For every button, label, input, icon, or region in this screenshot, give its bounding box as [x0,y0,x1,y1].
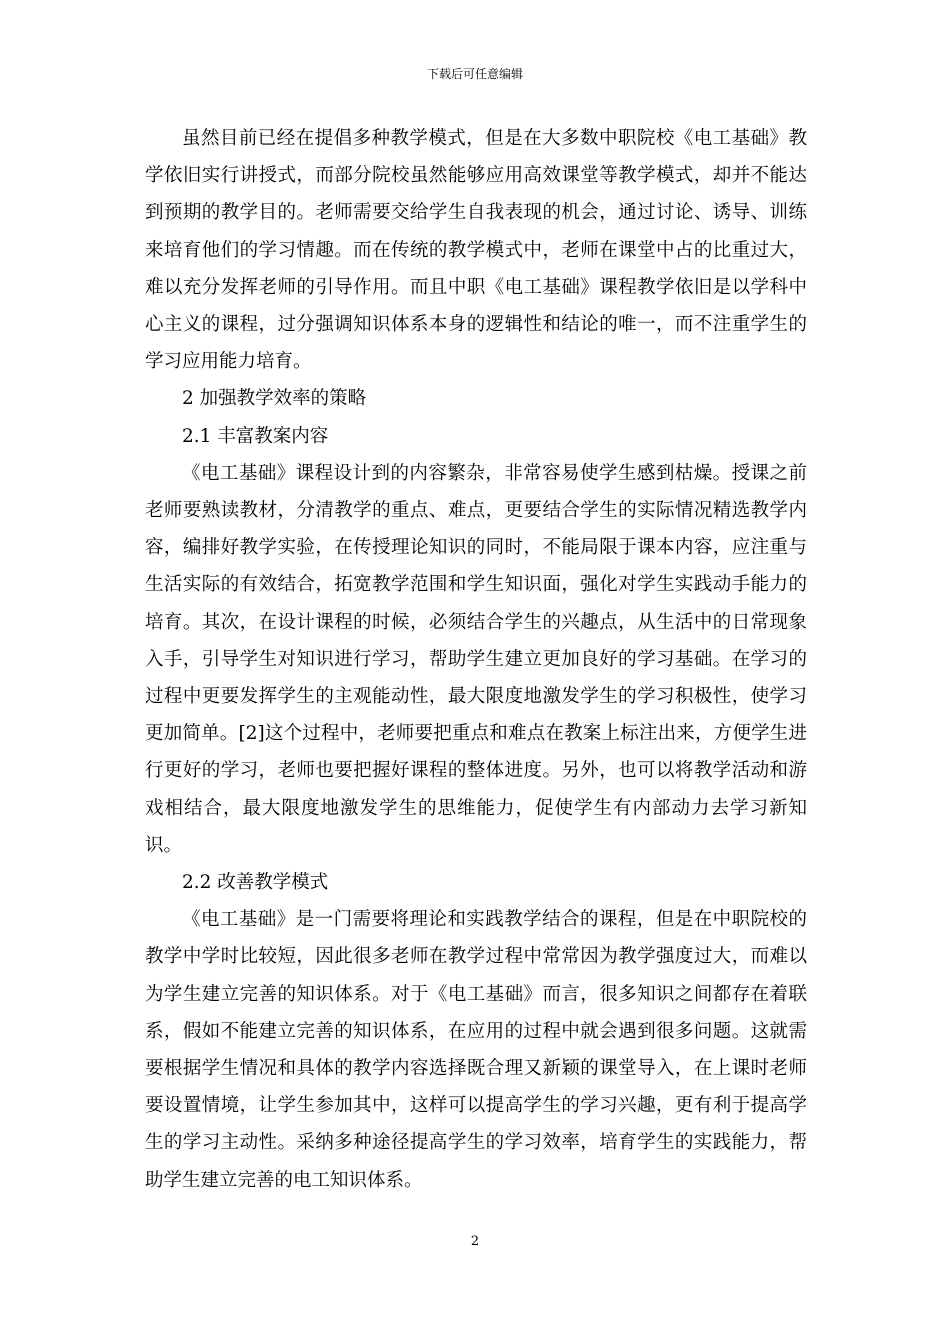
subsection-heading-2-1: 2.1 丰富教案内容 [182,425,329,447]
page-number: 2 [470,1234,480,1249]
paragraph-teaching-mode-issues: 虽然目前已经在提倡多种教学模式，但是在大多数中职院校《电工基础》教学依旧实行讲授式，而部分院校虽然能够应用高效课堂等教学模式，却并不能达到预期的教学目的。老师需要交给学生自我表现的机会，通过讨论、诱导、训练来培育他们的学习情趣。而在传统的教学模式中，老师在课堂中占的比重过大，难以充分发挥老师的引导作用。而且中职《电工基础》课程教学依旧是以学科中心主义的课程，过分强调知识体系本身的逻辑性和结论的唯一，而不注重学生的学习应用能力培育。 [145,128,807,373]
page-header: 下载后可任意编辑 [426,67,523,81]
section-heading-2: 2 加强教学效率的策略 [182,388,367,410]
paragraph-improve-teaching-mode: 《电工基础》是一门需要将理论和实践教学结合的课程，但是在中职院校的教学中学时比较短，因此很多老师在教学过程中常常因为教学强度过大，而难以为学生建立完善的知识体系。对于《电工基础》而言，很多知识之间都存在着联系，假如不能建立完善的知识体系，在应用的过程中就会遇到很多问题。这就需要根据学生情况和具体的教学内容选择既合理又新颖的课堂导入，在上课时老师要设置情境，让学生参加其中，这样可以提高学生的学习兴趣，更有利于提高学生的学习主动性。采纳多种途径提高学生的学习效率，培育学生的实践能力，帮助学生建立完善的电工知识体系。 [145,909,807,1191]
subsection-heading-2-2: 2.2 改善教学模式 [182,872,329,894]
paragraph-enrich-lesson-plans: 《电工基础》课程设计到的内容繁杂，非常容易使学生感到枯燥。授课之前老师要熟读教材，分清教学的重点、难点，更要结合学生的实际情况精选教学内容，编排好教学实验，在传授理论知识的同时，不能局限于课本内容，应注重与生活实际的有效结合，拓宽教学范围和学生知识面，强化对学生实践动手能力的培育。其次，在设计课程的时候，必须结合学生的兴趣点，从生活中的日常现象入手，引导学生对知识进行学习，帮助学生建立更加良好的学习基础。在学习的过程中更要发挥学生的主观能动性，最大限度地激发学生的学习积极性，使学习更加简单。[2]这个过程中，老师要把重点和难点在教案上标注出来，方便学生进行更好的学习，老师也要把握好课程的整体进度。另外，也可以将教学活动和游戏相结合，最大限度地激发学生的思维能力，促使学生有内部动力去学习新知识。 [145,462,807,856]
document-body [145,120,807,1199]
